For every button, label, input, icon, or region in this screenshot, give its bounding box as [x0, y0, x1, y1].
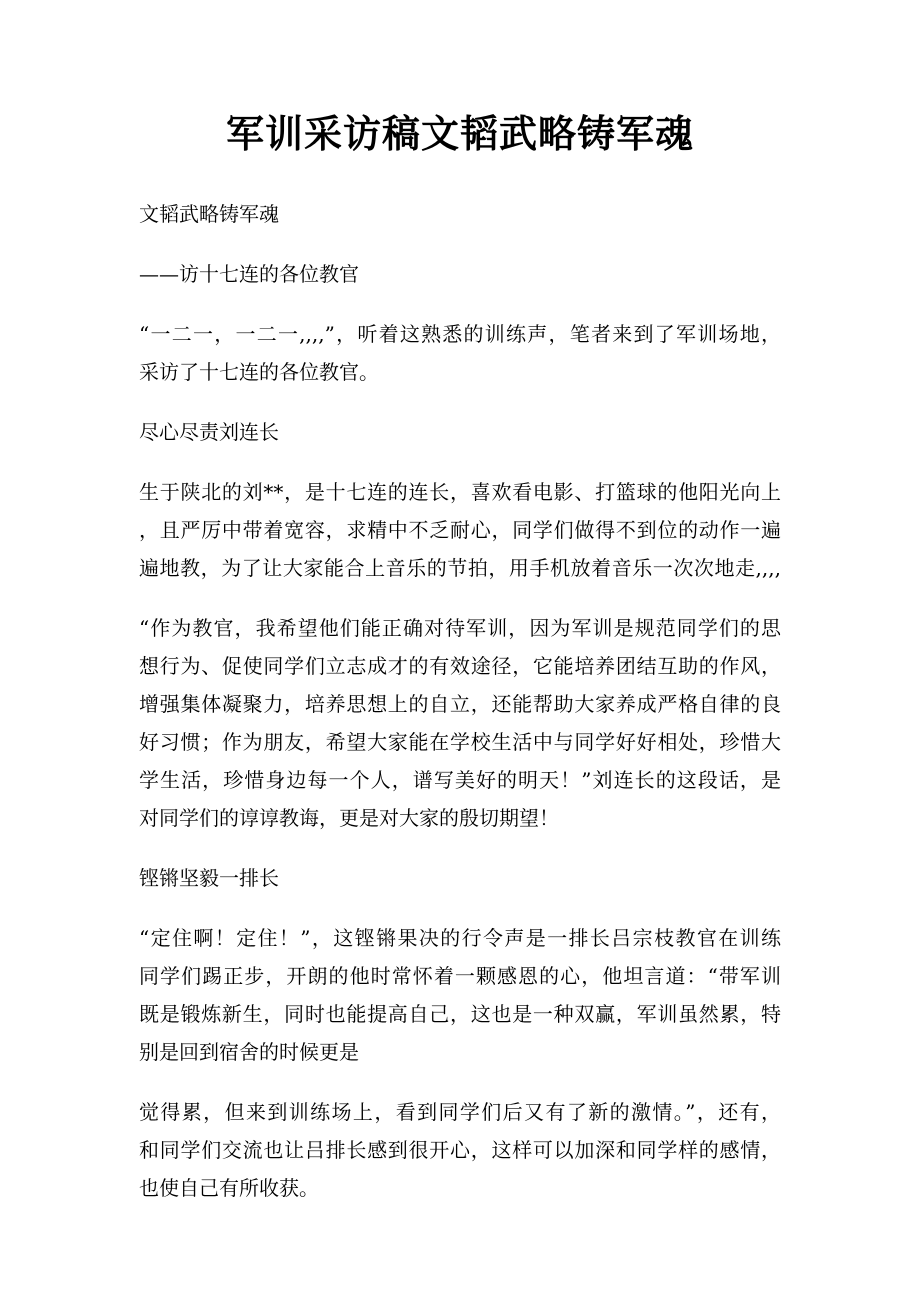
paragraph: [139, 473, 781, 587]
text-line: 也使自己有所收获。: [139, 1176, 319, 1200]
text-line: 采访了十七连的各位教官。: [139, 360, 379, 384]
paragraph: [139, 919, 781, 1071]
section-heading: [139, 859, 781, 897]
text-line: “作为教官，我希望他们能正确对待军训，因为军训是规范同学们的思: [139, 616, 781, 640]
text-line: 生于陕北的刘**，是十七连的连长，喜欢看电影、打篮球的他阳光向上: [139, 480, 781, 504]
paragraph-subtitle: [139, 195, 781, 233]
text-line: 文韬武略铸军魂: [139, 202, 279, 226]
text-line: “一二一，一二一,,,,”，听着这熟悉的训练声，笔者来到了军训场地，: [139, 322, 781, 346]
text-line: 好习惯；作为朋友，希望大家能在学校生活中与同学好好相处，珍惜大: [139, 730, 781, 754]
section-heading: [139, 413, 781, 451]
text-line: 铿锵坚毅一排长: [139, 866, 279, 890]
text-line: 遍地教，为了让大家能合上音乐的节拍，用手机放着音乐一次次地走,,,,: [139, 556, 781, 580]
text-line: 学生活，珍惜身边每一个人，谱写美好的明天！”刘连长的这段话，是: [139, 768, 781, 792]
paragraph: [139, 1093, 781, 1207]
text-line: “定住啊！定住！”，这铿锵果决的行令声是一排长吕宗枝教官在训练: [139, 926, 781, 950]
document-body: [139, 195, 781, 1229]
text-line: 增强集体凝聚力，培养思想上的自立，还能帮助大家养成严格自律的良: [139, 692, 781, 716]
paragraph-byline: [139, 255, 781, 293]
text-line: 尽心尽责刘连长: [139, 420, 279, 444]
paragraph-quote: [139, 609, 781, 837]
text-line: 和同学们交流也让吕排长感到很开心，这样可以加深和同学样的感情，: [139, 1138, 781, 1162]
text-line: ——访十七连的各位教官: [139, 262, 359, 286]
text-line: ，且严厉中带着宽容，求精中不乏耐心，同学们做得不到位的动作一遍: [139, 518, 781, 542]
text-line: 觉得累，但来到训练场上，看到同学们后又有了新的激情。”，还有，: [139, 1100, 781, 1124]
text-line: 既是锻炼新生，同时也能提高自己，这也是一种双赢，军训虽然累，特: [139, 1002, 781, 1026]
text-line: 同学们踢正步，开朗的他时常怀着一颗感恩的心，他坦言道：“带军训: [139, 964, 781, 988]
paragraph-intro: [139, 315, 781, 391]
text-line: 对同学们的谆谆教诲，更是对大家的殷切期望！: [139, 806, 559, 830]
document-title: 军训采访稿文韬武略铸军魂: [225, 111, 694, 156]
text-line: 别是回到宿舍的时候更是: [139, 1040, 359, 1064]
text-line: 想行为、促使同学们立志成才的有效途径，它能培养团结互助的作风，: [139, 654, 781, 678]
